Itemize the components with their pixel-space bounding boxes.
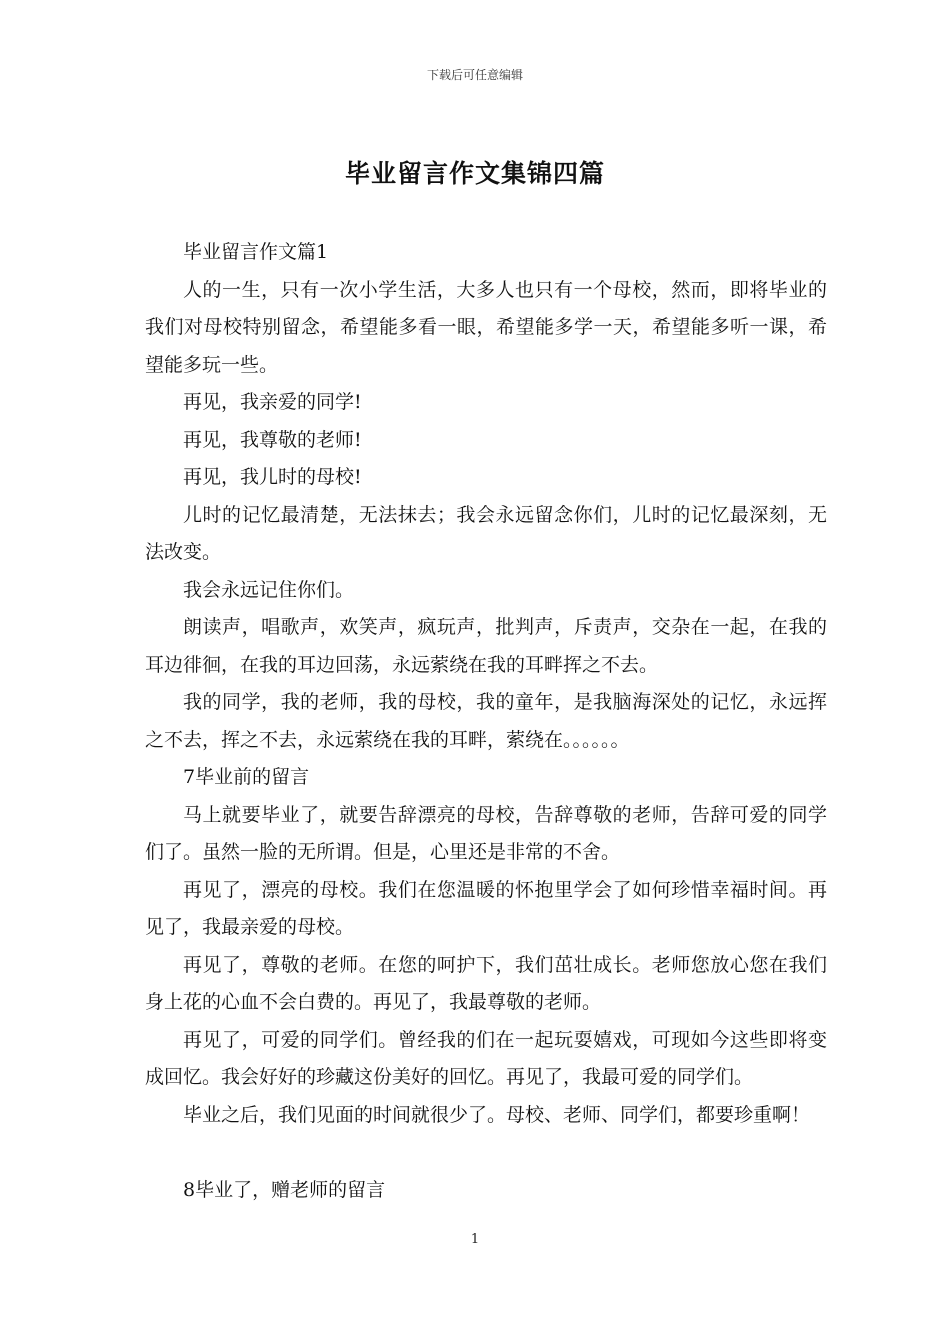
paragraph: 儿时的记忆最清楚，无法抹去；我会永远留念你们，儿时的记忆最深刻，无法改变。 — [145, 503, 827, 563]
paragraph: 毕业之后，我们见面的时间就很少了。母校、老师、同学们，都要珍重啊！ — [183, 1103, 811, 1126]
paragraph: 再见了，漂亮的母校。我们在您温暖的怀抱里学会了如何珍惜幸福时间。再见了，我最亲爱的母校。 — [145, 878, 827, 938]
paragraph: 再见了，可爱的同学们。曾经我的们在一起玩耍嬉戏，可现如今这些即将变成回忆。我会好好的珍藏这份美好的回忆。再见了，我最可爱的同学们。 — [145, 1028, 827, 1088]
paragraph: 再见，我亲爱的同学! — [183, 391, 362, 413]
paragraph: 再见，我尊敬的老师! — [183, 428, 362, 451]
header-note: 下载后可任意编辑 — [426, 68, 523, 82]
paragraph: 人的一生，只有一次小学生活，大多人也只有一个母校，然而，即将毕业的我们对母校特别留念，希望能多看一眼，希望能多学一天，希望能多听一课，希望能多玩一些。 — [145, 278, 827, 376]
paragraph: 马上就要毕业了，就要告辞漂亮的母校，告辞尊敬的老师，告辞可爱的同学们了。虽然一脸的无所谓。但是，心里还是非常的不舍。 — [145, 803, 827, 863]
paragraph: 我的同学，我的老师，我的母校，我的童年，是我脑海深处的记忆，永远挥之不去，挥之不去，永远萦绕在我的耳畔，萦绕在。。。。。。 — [145, 691, 827, 751]
paragraph: 我会永远记住你们。 — [183, 578, 355, 601]
section-heading: 7毕业前的留言 — [183, 766, 310, 788]
document-title: 毕业留言作文集锦四篇 — [344, 159, 605, 188]
section-heading: 毕业留言作文篇1 — [183, 241, 329, 263]
paragraph: 再见，我儿时的母校! — [183, 466, 362, 488]
paragraph: 再见了，尊敬的老师。在您的呵护下，我们茁壮成长。老师您放心您在我们身上花的心血不会白费的。再见了，我最尊敬的老师。 — [145, 953, 827, 1013]
paragraph: 朗读声，唱歌声，欢笑声，疯玩声，批判声，斥责声，交杂在一起，在我的耳边徘徊，在我的耳边回荡，永远萦绕在我的耳畔挥之不去。 — [145, 616, 827, 676]
document-body — [145, 234, 827, 1209]
blank-line — [145, 1134, 827, 1172]
page-number: 1 — [470, 1232, 480, 1247]
section-heading: 8毕业了，赠老师的留言 — [183, 1178, 386, 1201]
